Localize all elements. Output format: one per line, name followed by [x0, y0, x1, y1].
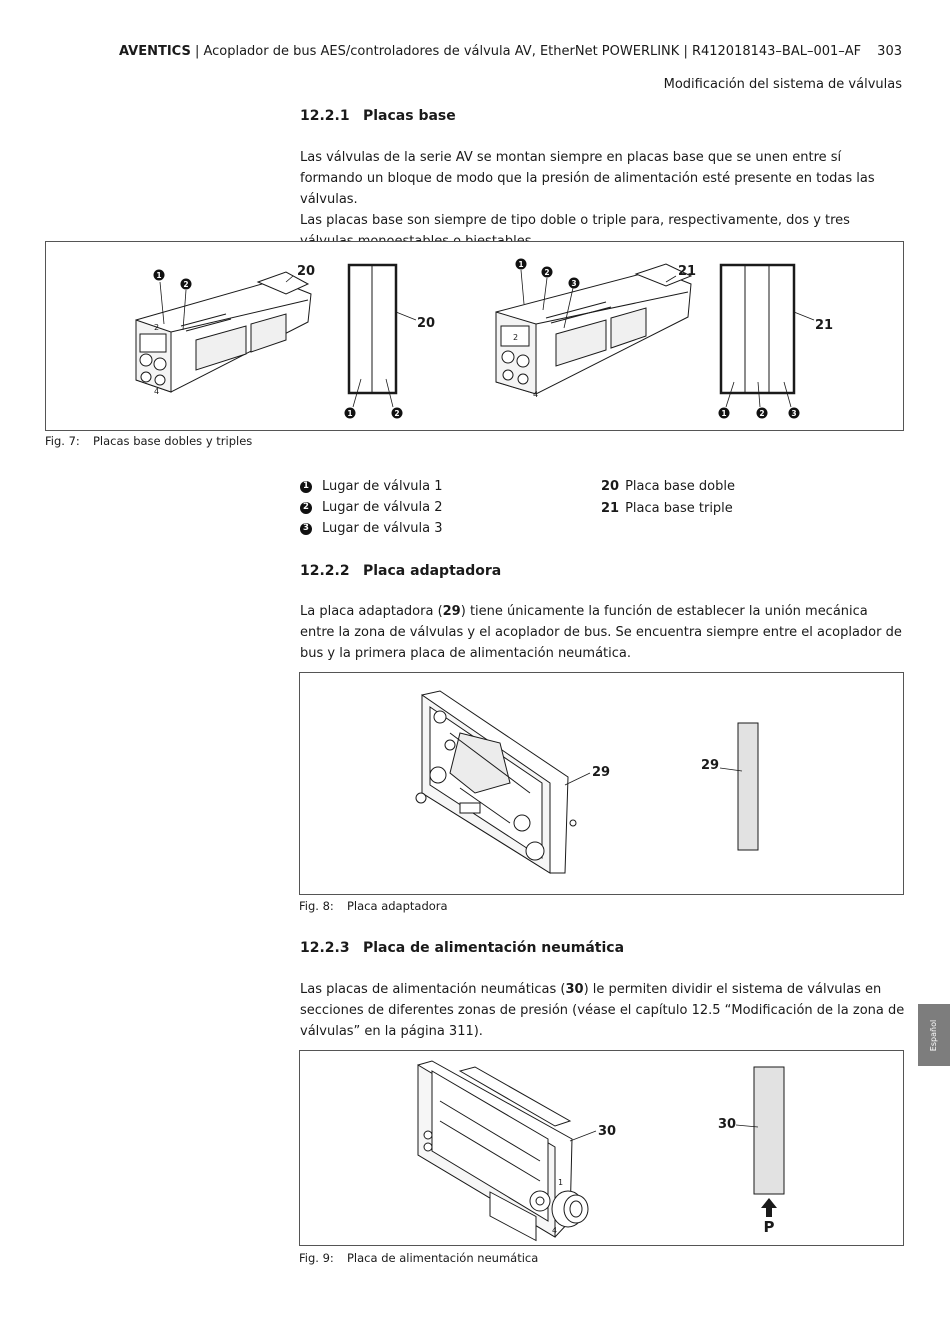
port-p-label: P — [763, 1218, 775, 1236]
label-30-illustration: 30 — [598, 1124, 617, 1139]
adapter-plate-symbol — [738, 723, 758, 850]
legend-item — [601, 498, 735, 520]
label-30-symbol: 30 — [718, 1117, 737, 1132]
triple-base-plate-symbol — [721, 265, 814, 407]
language-tab — [918, 1004, 950, 1066]
svg-text:1: 1 — [156, 271, 162, 280]
part-code: 29 — [442, 604, 461, 619]
paragraph-line: Las válvulas de la serie AV se montan siempre en placas base que se unen entre sí formando un bloque de modo que la presión de alimentación esté presente en todas las válvulas. — [300, 150, 875, 207]
svg-text:1: 1 — [721, 409, 727, 418]
svg-text:2: 2 — [183, 280, 189, 289]
heading-title: Placa de alimentación neumática — [363, 940, 625, 956]
svg-text:2: 2 — [394, 409, 400, 418]
figure-number: Fig. 7: — [45, 434, 80, 448]
legend-text: Lugar de válvula 2 — [322, 500, 443, 515]
bullet-2: 2 — [300, 502, 312, 514]
heading-placas-base — [300, 108, 456, 124]
figure-8-caption — [299, 899, 448, 913]
figure-caption-text: Placa de alimentación neumática — [347, 1251, 539, 1265]
paragraph-text: ) tiene únicamente la función de establecer la unión mecánica entre la zona de válvulas y el acoplador de bus. Se encuentra siempre entre el acoplador de bus y la primera placa de alimentación neumática. — [300, 604, 902, 661]
bullet-1: 1 — [300, 481, 312, 493]
supply-plate-illustration — [418, 1061, 588, 1240]
heading-placa-alimentacion — [300, 940, 624, 956]
figure-7-drawing — [46, 242, 903, 430]
section-header: Modificación del sistema de válvulas — [663, 77, 902, 92]
bullet-2-triple-symbol — [757, 408, 768, 419]
double-base-plate-symbol — [349, 265, 416, 407]
bullet-2-double-illustration — [181, 279, 192, 290]
legend-text: Lugar de válvula 1 — [322, 479, 443, 494]
page-number: 303 — [877, 44, 902, 59]
legend-text: Lugar de válvula 3 — [322, 521, 443, 536]
figure-number: Fig. 8: — [299, 899, 334, 913]
heading-number: 12.2.3 — [300, 940, 350, 956]
figure-7-caption — [45, 434, 252, 448]
paragraph-placas-base — [300, 147, 905, 252]
figure-8-box — [299, 672, 904, 895]
paragraph-text: ) le permiten dividir el sistema de válvulas en secciones de diferentes zonas de presión (véase el capítulo 12.5 “Modificación de la zona de válvulas” en la página 311). — [300, 982, 905, 1039]
legend-text: Placa base triple — [625, 501, 733, 516]
legend-item — [300, 518, 443, 539]
paragraph-text: La placa adaptadora ( — [300, 604, 443, 619]
document-title: | Acoplador de bus AES/controladores de válvula AV, EtherNet POWERLINK | R412018143–BAL–001–AF — [190, 44, 862, 59]
svg-text:2: 2 — [544, 268, 550, 277]
port-2-mark: 2 — [513, 333, 519, 342]
svg-text:1: 1 — [518, 260, 524, 269]
triple-base-plate-illustration — [496, 264, 691, 394]
bullet-3-triple-symbol — [789, 408, 800, 419]
brand-name: AVENTICS — [118, 44, 191, 59]
bullet-1-triple-illustration — [516, 259, 527, 270]
bullet-1-double-symbol — [345, 408, 356, 419]
legend-code: 21 — [601, 501, 620, 516]
port-4-mark: 4 — [552, 1226, 558, 1235]
heading-title: Placas base — [363, 108, 456, 124]
legend-item — [300, 476, 443, 497]
figure-7-box — [45, 241, 904, 431]
paragraph-line: Las placas base son siempre de tipo doble o triple para, respectivamente, dos y tres — [300, 213, 850, 228]
heading-title: Placa adaptadora — [363, 563, 502, 579]
port-1-mark: 1 — [558, 1178, 564, 1187]
svg-text:3: 3 — [571, 279, 577, 288]
language-tab-label: Español — [929, 1019, 939, 1051]
legend-code: 20 — [601, 479, 620, 494]
bullet-2-double-symbol — [392, 408, 403, 419]
label-29-symbol: 29 — [701, 758, 720, 773]
figure-9-drawing — [300, 1051, 903, 1245]
paragraph-placa-adaptadora — [300, 601, 905, 664]
legend-item — [300, 497, 443, 518]
bullet-3-triple-illustration — [569, 278, 580, 289]
adapter-plate-illustration — [416, 691, 576, 873]
bullet-3: 3 — [300, 523, 312, 535]
pressure-arrow-icon — [761, 1198, 777, 1217]
legend-right — [601, 476, 735, 520]
figure-caption-text: Placa adaptadora — [347, 899, 448, 913]
svg-text:1: 1 — [347, 409, 353, 418]
leader-line — [570, 1131, 596, 1141]
double-base-plate-illustration — [136, 272, 311, 392]
legend-text: Placa base doble — [625, 479, 735, 494]
heading-placa-adaptadora — [300, 563, 501, 579]
leader-line — [565, 773, 590, 785]
svg-text:3: 3 — [791, 409, 797, 418]
bullet-2-triple-illustration — [542, 267, 553, 278]
label-20-symbol: 20 — [417, 316, 436, 331]
label-20-top: 20 — [297, 264, 316, 279]
legend-left — [300, 476, 443, 539]
supply-plate-symbol — [754, 1067, 784, 1194]
figure-9-box — [299, 1050, 904, 1246]
bullet-1-double-illustration — [154, 270, 165, 281]
running-header — [0, 44, 902, 59]
paragraph-placa-alimentacion — [300, 979, 905, 1042]
part-code: 30 — [565, 982, 584, 997]
bullet-1-triple-symbol — [719, 408, 730, 419]
label-29-illustration: 29 — [592, 765, 611, 780]
figure-caption-text: Placas base dobles y triples — [93, 434, 253, 448]
heading-number: 12.2.1 — [300, 108, 350, 124]
figure-9-caption — [299, 1251, 538, 1265]
figure-8-drawing — [300, 673, 903, 894]
figure-number: Fig. 9: — [299, 1251, 334, 1265]
heading-number: 12.2.2 — [300, 563, 350, 579]
legend-item — [601, 476, 735, 498]
label-21-top: 21 — [678, 264, 697, 279]
label-21-symbol: 21 — [815, 318, 834, 333]
port-4-mark: 4 — [154, 387, 160, 396]
port-4-mark: 4 — [533, 390, 539, 399]
svg-text:2: 2 — [759, 409, 765, 418]
port-2-mark: 2 — [154, 323, 160, 332]
paragraph-text: Las placas de alimentación neumáticas ( — [300, 982, 566, 997]
